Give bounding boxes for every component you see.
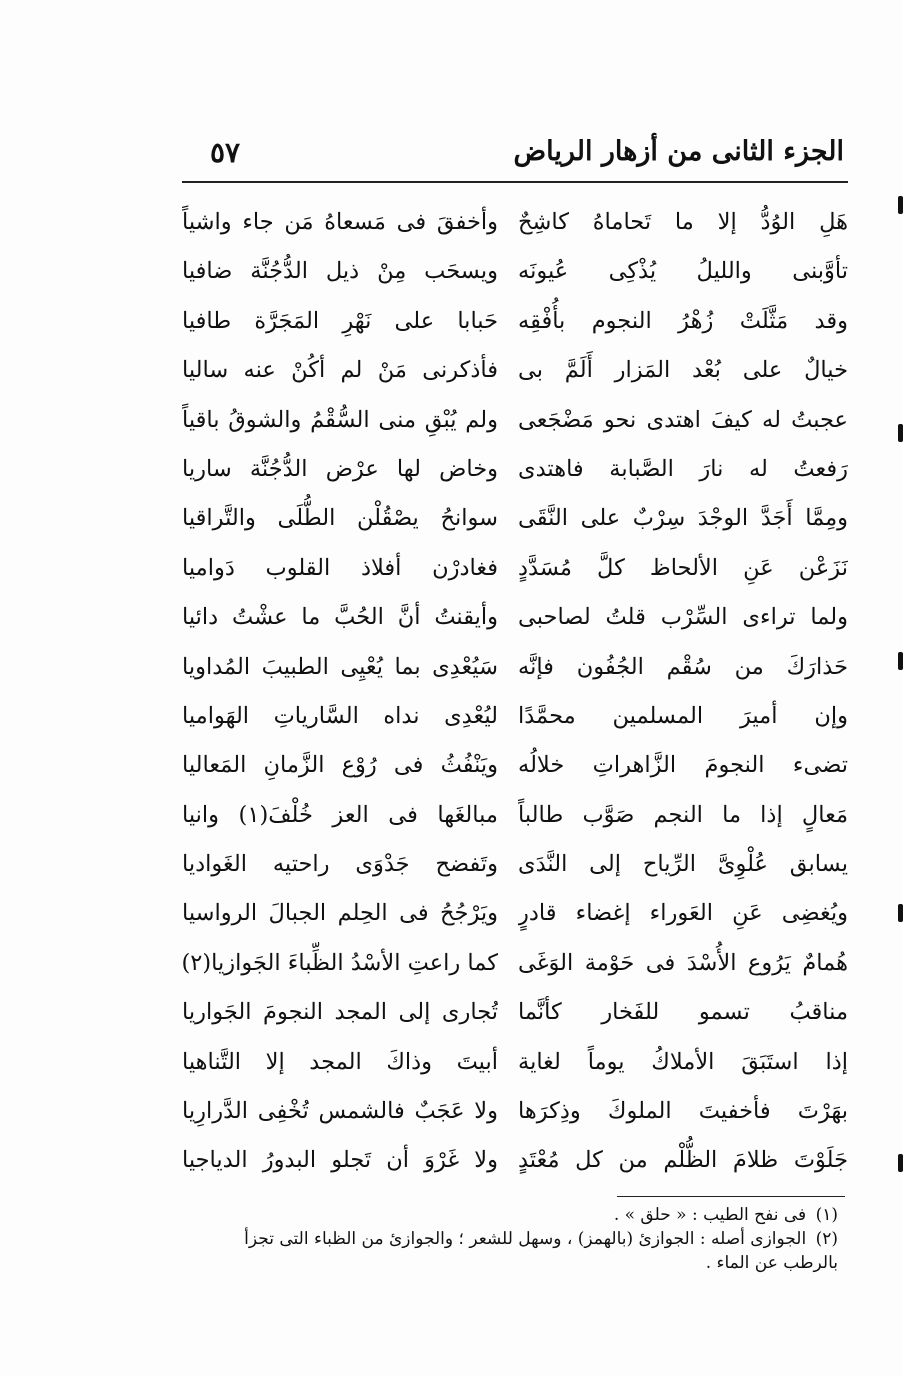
verse-second-hemistich: فغادرْن أفلاذ القلوب دَواميا [182,554,498,581]
verse-first-hemistich: مناقبُ تسمو للفَخار كأنَّما [518,999,848,1026]
verse-first-hemistich: هُمامٌ يَرُوع الأُسْدَ فى حَوْمة الوَغَى [518,949,848,976]
scan-edge-mark [898,1154,903,1172]
verse-first-hemistich: جَلَوْتَ ظلامَ الظُّلْم من كل مُعْتَدٍ [518,1147,848,1174]
verse-first-hemistich: ومِمَّا أَجَدَّ الوجْدَ سِرْبٌ على النَّقَى [518,505,848,532]
verse-second-hemistich: سَيُعْدِى بما يُعْيِى الطبيبَ المُداويا [182,653,498,680]
verse-first-hemistich: رَفعتُ له نارَ الصَّبابة فاهتدى [518,455,848,482]
header-rule [182,181,848,183]
verse-first-hemistich: يسابق عُلْوِىَّ الرِّياح إلى النَّدَى [518,851,848,878]
verse-first-hemistich: وإن أميرَ المسلمين محمَّدًا [518,702,848,729]
footnote-text: فى نفح الطيب : « حلق » . [613,1205,807,1225]
scan-edge-mark [898,196,903,214]
footnote [200,1227,838,1275]
running-title: الجزء الثانى من أزهار الرياض [513,136,844,167]
footnote-rule [617,1196,845,1197]
verse-first-hemistich: حَذارَكَ من سُقْم الجُفُون فإنَّه [518,653,848,680]
verse-second-hemistich: ويسحَب مِنْ ذيل الدُّجُنَّة ضافيا [182,258,498,285]
footnote-marker: (١) [815,1205,838,1225]
verse-first-hemistich: ويُغضِى عَنِ العَوراء إغضاء قادرٍ [518,900,848,927]
footnote [200,1203,838,1227]
verse-first-hemistich: بهَرْتَ فأخفيتَ الملوكَ وذِكرَها [518,1098,848,1125]
scan-edge-mark [898,652,903,670]
verse-first-hemistich: هَلِ الوُدُّ إلا ما تَحاماهُ كاشِحٌ [518,209,848,235]
verse-second-hemistich: حَبابا على نَهْرِ المَجَرَّة طافيا [182,307,498,334]
verse-second-hemistich: ويَنْفُثُ فى رُوْع الزَّمانِ المَعاليا [182,752,498,779]
verse-second-hemistich: سوانحُ يصْقُلْن الطُّلَى والتَّراقيا [182,505,498,532]
verse-second-hemistich: أبيتَ وذاكَ المجد إلا التَّناهيا [182,1048,498,1075]
verse-first-hemistich: مَعالٍ إذا ما النجم صَوَّب طالباً [518,801,848,828]
verse-first-hemistich: وقد مَثَّلَتْ زُهْرُ النجوم بأُفْقِه [518,307,848,334]
poem-right-column [518,198,848,1186]
footnotes [200,1203,838,1275]
verse-first-hemistich: ولما تراءى السِّرْب قلتُ لصاحبى [518,604,848,631]
verse-first-hemistich: نَزَعْن عَنِ الألحاظ كلَّ مُسَدَّدٍ [518,554,848,581]
verse-second-hemistich: ولا عَجَبٌ فالشمس تُخْفِى الدَّرارِيا [182,1098,498,1125]
poem-left-column [182,198,498,1186]
footnote-marker: (٢) [815,1229,838,1249]
page-number: ٥٧ [210,136,241,169]
page-header [182,136,850,180]
verse-second-hemistich: ولا غَرْوَ أن تَجلو البدورُ الدياجيا [182,1147,498,1174]
verse-second-hemistich: فأذكرنى مَنْ لم أكُنْ عنه ساليا [182,357,498,384]
verse-second-hemistich: وأيقنتُ أنَّ الحُبَّ ما عشْتُ دائيا [182,604,498,631]
verse-second-hemistich: ولم يُبْقِ منى السُّقْمُ والشوقُ باقياً [182,406,498,433]
scan-edge-mark [898,904,903,922]
verse-second-hemistich: وخاض لها عرْض الدُّجُنَّة ساريا [182,455,498,482]
verse-second-hemistich: وتَفضح جَدْوَى راحتيه الغَواديا [182,851,498,878]
verse-second-hemistich: كما راعتِ الأسْدُ الظِّباءَ الجَوازيا(٢) [182,949,498,976]
verse-second-hemistich: ويَرْجُحُ فى الحِلم الجبالَ الرواسيا [182,900,498,927]
scan-edge-mark [898,424,903,442]
verse-second-hemistich: تُجارى إلى المجد النجومَ الجَواريا [182,999,498,1026]
verse-second-hemistich: وأخفقَ فى مَسعاهُ مَن جاء واشياً [182,209,498,235]
verse-second-hemistich: مبالغَها فى العز خُلْفَ(١) وانيا [182,801,498,828]
verse-first-hemistich: إذا استَبَقَ الأملاكُ يوماً لغاية [518,1048,848,1075]
footnote-text: الجوازى أصله : الجوازئ (بالهمز) ، وسهل للشعر ؛ والجوازئ من الظباء التى تجزأ بالرطب عن الماء . [244,1229,838,1273]
verse-second-hemistich: ليُعْدِى نداه السَّارياتِ الهَواميا [182,702,498,729]
verse-first-hemistich: عجبتُ له كيفَ اهتدى نحو مَضْجَعى [518,406,848,433]
verse-first-hemistich: تأوَّبنى والليلُ يُذْكِى عُيونَه [518,258,848,285]
verse-first-hemistich: خيالٌ على بُعْد المَزار أَلَمَّ بى [518,357,848,384]
poem [182,198,848,1188]
verse-first-hemistich: تضىء النجومَ الزَّاهراتِ خلالُه [518,752,848,779]
